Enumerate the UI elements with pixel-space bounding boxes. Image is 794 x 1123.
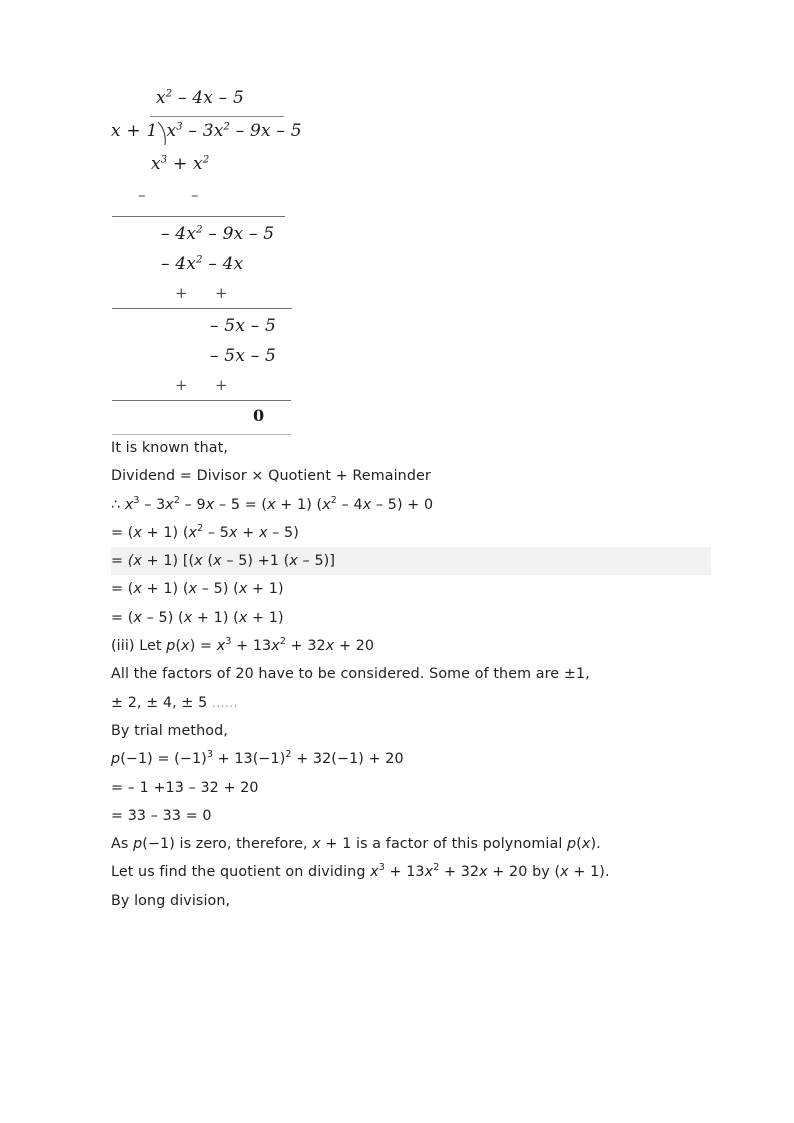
- divisor-text: x + 1: [111, 121, 158, 141]
- sign-row-3-plus-b: +: [215, 376, 228, 394]
- text-line-by-long-division: By long division,: [111, 892, 231, 909]
- division-rule-3: [112, 400, 291, 401]
- text-line-it-is-known-that: It is known that,: [111, 440, 228, 456]
- division-step-3: – $4x^2 - 4x$: [161, 254, 244, 274]
- text-line-evaluate-step-2: = – 1 +13 – 32 + 20: [111, 779, 259, 796]
- division-overbar: [150, 116, 284, 117]
- division-step-5: – 5x – 5: [210, 346, 277, 366]
- text-line-factored-form-1: = (x + 1) (x – 5) (x + 1): [111, 581, 284, 598]
- text-line-evaluate-p-minus-1: $p(-1) = (-1)^3 + 13(-1)^2 + 32(-1) + 20$: [111, 749, 404, 768]
- sign-row-1-minus-b: –: [191, 186, 199, 204]
- text-line-factored-form-2: = (x – 5) (x + 1) (x + 1): [111, 609, 284, 626]
- text-line-by-trial-method: By trial method,: [111, 722, 228, 739]
- sign-row-2-plus-b: +: [215, 284, 228, 302]
- division-step-1: [151, 154, 209, 174]
- divisor-dividend-row: [111, 121, 302, 141]
- sign-row-2-plus-a: +: [175, 284, 188, 302]
- step-1-text: $x^3 + x^2$: [151, 154, 210, 174]
- text-line-split-middle-term: = (x + 1) $(x^2 - 5x + x - 5)$: [111, 523, 299, 541]
- text-line-find-quotient-statement: Let us find the quotient on dividing $x^3 + 13x^2 + 32x + 20$ by (x + 1).: [111, 862, 610, 881]
- text-line-conclusion-factor: As p(−1) is zero, therefore, x + 1 is a factor of this polynomial p(x).: [111, 836, 601, 853]
- division-step-2: – $4x^2 - 9x - 5$: [161, 224, 275, 244]
- text-line-evaluate-step-3: = 33 – 33 = 0: [111, 807, 212, 824]
- dividend-text: $x^3 - 3x^2 - 9x - 5$: [166, 121, 302, 141]
- sign-row-3-plus-a: +: [175, 376, 188, 394]
- text-line-factors-list: ± 2, ± 4, ± 5 ......: [111, 694, 238, 711]
- text-line-dividend-formula: Dividend = Divisor × Quotient + Remainder: [111, 468, 431, 485]
- quotient-expression: [156, 88, 244, 108]
- division-rule-1: [112, 216, 285, 217]
- division-rule-2: [112, 308, 292, 309]
- quotient-text: $x^2 - 4x - 5$: [156, 88, 244, 108]
- division-bracket-svg: [157, 122, 167, 146]
- text-line-therefore-identity: ∴ $x^3 - 3x^2 - 9x - 5 = (x + 1)$ $(x^2 - 4x - 5) + 0$: [111, 494, 434, 513]
- division-step-4: – 5x – 5: [210, 316, 277, 336]
- sign-row-1-minus-a: –: [138, 186, 146, 204]
- text-line-part-iii-let-px: (iii) Let $p(x) = x^3 + 13x^2 + 32x + 20$: [111, 636, 375, 655]
- text-line-group-factor: = (x + 1) [(x (x – 5) +1 (x – 5)]: [111, 547, 711, 575]
- solution-body-text: [111, 434, 711, 915]
- text-line-factors-of-20: All the factors of 20 have to be considered. Some of them are ±1,: [111, 666, 590, 683]
- division-remainder: 0: [253, 406, 265, 425]
